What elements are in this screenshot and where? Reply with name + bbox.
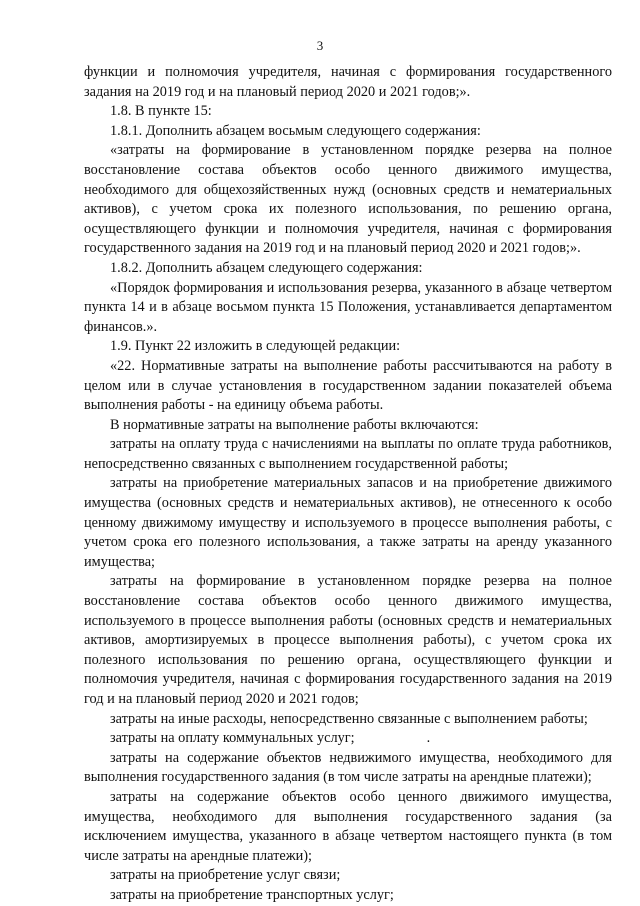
cost-item-movable-property: затраты на содержание объектов особо ценного движимого имущества, имущества, необходимого для выполнения государственного задания (за исключением имущества, указанного в абзаце четвертом настоящего пункта (в том числе затраты на арендные платежи); xyxy=(84,788,612,864)
costs-intro: В нормативные затраты на выполнение работы включаются: xyxy=(110,416,479,433)
cost-item-labor: затраты на оплату труда с начислениями на выплаты по оплате труда работников, непосредственно связанных с выполнением государственной работы; xyxy=(84,436,612,472)
clause-22: «22. Нормативные затраты на выполнение работы рассчитываются на работу в целом или в случае установления в государственном задании показателей объема выполнения работы - на единицу объема работы. xyxy=(84,357,612,414)
quoted-amendment-reserve-procedure: «Порядок формирования и использования резерва, указанного в абзаце четвертом пункта 14 и в абзаце восьмом пункта 15 Положения, устанавливается департаментом финансов.». xyxy=(84,279,612,335)
cost-item-utilities-text: затраты на оплату коммунальных услуг; xyxy=(110,730,355,747)
cost-item-utilities xyxy=(84,729,612,749)
cost-item-real-estate: затраты на содержание объектов недвижимого имущества, необходимого для выполнения государственного задания (в том числе затраты на арендные платежи); xyxy=(84,749,612,786)
cost-item-other: затраты на иные расходы, непосредственно связанные с выполнением работы; xyxy=(110,710,588,727)
stray-dot: . xyxy=(426,730,431,747)
quoted-amendment-reserve: «затраты на формирование в установленном порядке резерва на полное восстановление состава объектов особо ценного движимого имущества, необходимого для общехозяйственных нужд (основных средств и нематериальных активов), с учетом срока их полезного использования, по решению органа, осуществляющего функции и полномочия учредителя, начиная с формирования государственного задания на 2019 год и на плановый период 2020 и 2021 годов;». xyxy=(84,142,612,257)
cost-item-reserve: затраты на формирование в установленном порядке резерва на полное восстановление состава объектов особо ценного движимого имущества, используемого в процессе выполнения работы (основных средств и нематериальных активов, амортизируемых в процессе выполнения работы), с учетом срока их полезного использования по решению органа, осуществляющего функции и полномочия учредителя, начиная с формирования государственного задания на 2019 год и на плановый период 2020 и 2021 годов; xyxy=(84,573,612,707)
paragraph-1-8-1: 1.8.1. Дополнить абзацем восьмым следующего содержания: xyxy=(110,122,481,139)
cost-item-communications: затраты на приобретение услуг связи; xyxy=(110,867,341,884)
paragraph-1-8-2: 1.8.2. Дополнить абзацем следующего содержания: xyxy=(110,259,423,276)
paragraph-1-9: 1.9. Пункт 22 изложить в следующей редакции: xyxy=(110,338,401,355)
paragraph-1-8: 1.8. В пункте 15: xyxy=(110,103,212,120)
document-body xyxy=(84,63,612,906)
paragraph-continuation: функции и полномочия учредителя, начиная с формирования государственного задания на 2019 год и на плановый период 2020 и 2021 годов;». xyxy=(84,64,612,100)
cost-item-transport: затраты на приобретение транспортных услуг; xyxy=(110,886,394,903)
cost-item-materials: затраты на приобретение материальных запасов и на приобретение движимого имущества (основных средств и нематериальных активов), не отнесенного к особо ценному движимому имуществу и используемого в процессе выполнения работы, с учетом срока его полезного использования, а также затраты на аренду указанного имущества; xyxy=(84,475,612,570)
page-number: 3 xyxy=(316,38,324,53)
